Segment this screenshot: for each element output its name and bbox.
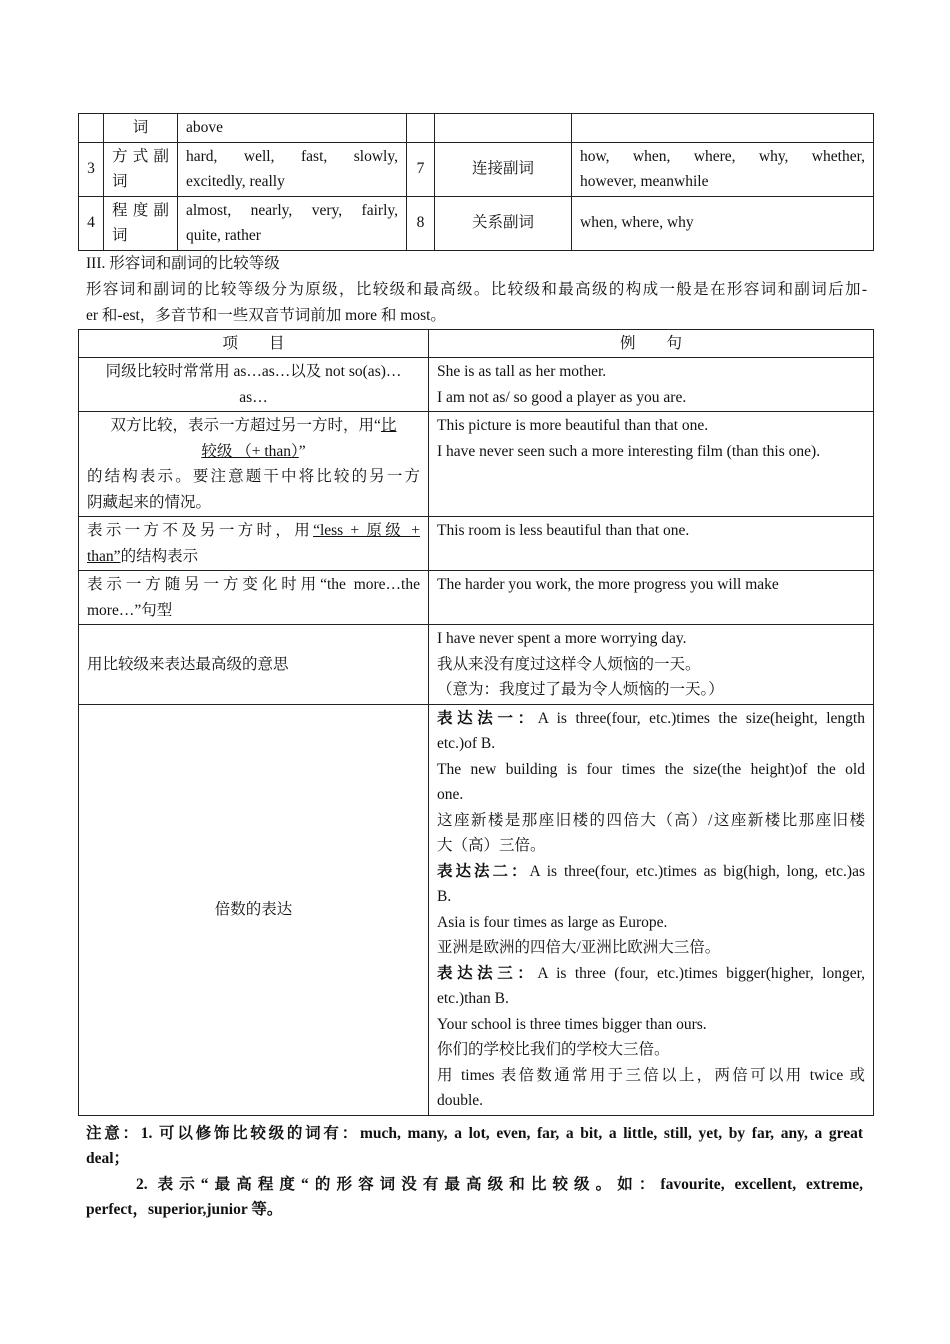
- example-line: I am not as/ so good a player as you are.: [437, 388, 687, 406]
- item-cell: [79, 412, 429, 517]
- note-line: perfect，superior,junior 等。: [86, 1201, 283, 1218]
- note-1: [86, 1121, 863, 1172]
- item-text: ”: [298, 442, 306, 460]
- adverb-examples-line: quite, rather: [186, 227, 261, 244]
- table-row: [79, 114, 874, 143]
- item-line: as…: [239, 388, 268, 406]
- item-line: [87, 544, 420, 570]
- adverb-examples: [178, 196, 407, 250]
- item-cell: [79, 571, 429, 625]
- adverb-type: [435, 114, 572, 143]
- table-row: [79, 517, 874, 571]
- table-row: [79, 142, 874, 196]
- table-row: [79, 358, 874, 412]
- adverb-type-line: 方式副: [112, 147, 169, 165]
- table-row: [79, 196, 874, 250]
- adverb-examples-line: hard, well, fast, slowly,: [186, 147, 398, 165]
- example-line: Asia is four times as large as Europe.: [437, 913, 668, 931]
- adverb-examples: above: [178, 114, 407, 143]
- example-cell: [429, 625, 874, 705]
- table-row: [79, 625, 874, 705]
- example-line: 我从来没有度过这样令人烦恼的一天。: [437, 655, 701, 673]
- header-example: 例 句: [429, 329, 874, 358]
- example-line: The new building is four times the size(the height)of the old: [437, 760, 865, 778]
- adverb-examples-line: excitedly, really: [186, 173, 285, 190]
- paragraph-line: er 和-est，多音节和一些双音节词前加 more 和 most。: [86, 306, 446, 324]
- item-underlined: 较级 （+ than）: [201, 442, 299, 460]
- adverb-type: 连接副词: [435, 142, 572, 196]
- example-text: A is three (four, etc.)times bigger(higher, longer,: [537, 964, 865, 982]
- item-cell: [79, 517, 429, 571]
- method-label: 表达法三：: [437, 964, 538, 982]
- note-line: 注意：1. 可以修饰比较级的词有：much, many, a lot, even, far, a bit, a little, still, yet, by far, any, a great: [86, 1124, 863, 1142]
- example-line: She is as tall as her mother.: [437, 363, 607, 380]
- section-paragraph: [86, 277, 867, 329]
- row-number: [407, 114, 435, 143]
- note-2: [86, 1172, 863, 1223]
- item-line: [87, 518, 420, 544]
- example-line: B.: [437, 888, 452, 905]
- example-line: etc.)than B.: [437, 990, 509, 1007]
- example-text: A is three(four, etc.)times as big(high, long, etc.)as: [529, 862, 865, 880]
- example-line: [437, 961, 865, 987]
- adverb-type: 词: [104, 114, 178, 143]
- example-line: 你们的学校比我们的学校大三倍。: [437, 1041, 670, 1058]
- example-line: [437, 706, 865, 732]
- adverb-examples: [572, 142, 874, 196]
- example-line: 这座新楼是那座旧楼的四倍大（高）/这座新楼比那座旧楼: [437, 811, 865, 829]
- item-line: [87, 439, 420, 465]
- example-line: double.: [437, 1092, 484, 1109]
- example-line: one.: [437, 786, 464, 803]
- comparison-table: [78, 329, 874, 1116]
- method-label: 表达法一：: [437, 709, 538, 727]
- adverb-table: [78, 113, 874, 251]
- note-line: deal；: [86, 1150, 130, 1167]
- example-line: Your school is three times bigger than ours.: [437, 1015, 707, 1033]
- example-line: 用 times 表倍数通常用于三倍以上，两倍可以用 twice 或: [437, 1066, 865, 1084]
- item-underlined: 比: [380, 417, 397, 434]
- example-line: I have never spent a more worrying day.: [437, 630, 687, 647]
- example-cell: [429, 571, 874, 625]
- adverb-examples: [178, 142, 407, 196]
- row-number: 8: [407, 196, 435, 250]
- example-line: This room is less beautiful than that one.: [437, 522, 690, 539]
- item-line: more…”句型: [87, 601, 173, 619]
- example-line: This picture is more beautiful than that one.: [437, 417, 709, 434]
- adverb-examples: when, where, why: [572, 196, 874, 250]
- item-text: 双方比较，表示一方超过另一方时，用“: [110, 417, 381, 434]
- item-line: 的结构表示。要注意题干中将比较的另一方: [87, 468, 420, 485]
- item-cell: 用比较级来表达最高级的意思: [79, 625, 429, 705]
- example-text: A is three(four, etc.)times the size(height, length: [537, 709, 865, 727]
- adverb-examples-line: almost, nearly, very, fairly,: [186, 201, 398, 219]
- method-label: 表达法二：: [437, 862, 530, 880]
- item-underlined: than”: [87, 547, 121, 565]
- adverb-type: 关系副词: [435, 196, 572, 250]
- example-cell: [429, 412, 874, 517]
- row-number: 4: [79, 196, 104, 250]
- adverb-type-line: 词: [112, 173, 128, 190]
- adverb-examples-line: how, when, where, why, whether,: [580, 147, 865, 165]
- adverb-examples-line: however, meanwhile: [580, 173, 709, 190]
- example-line: The harder you work, the more progress you will make: [437, 576, 779, 593]
- page-content: [78, 113, 873, 1223]
- section-title: III. 形容词和副词的比较等级: [86, 254, 280, 272]
- example-cell: [429, 704, 874, 1115]
- item-line: 同级比较时常常用 as…as…以及 not so(as)…: [105, 363, 402, 380]
- item-text: 的结构表示: [120, 547, 199, 565]
- table-row: [79, 412, 874, 517]
- header-item: 项 目: [79, 329, 429, 358]
- example-line: （意为：我度过了最为令人烦恼的一天。）: [437, 681, 724, 698]
- adverb-type-line: 程度副: [112, 201, 169, 219]
- adverb-type: [104, 142, 178, 196]
- item-text: 表示一方不及另一方时，用: [87, 522, 314, 539]
- item-cell: 倍数的表达: [79, 704, 429, 1115]
- row-number: [79, 114, 104, 143]
- example-line: [437, 859, 865, 885]
- example-line: 大（高）三倍。: [437, 837, 546, 854]
- item-line: 阴藏起来的情况。: [87, 493, 212, 511]
- item-line: 表示一方随另一方变化时用“the more…the: [87, 576, 420, 593]
- adverb-examples: [572, 114, 874, 143]
- row-number: 7: [407, 142, 435, 196]
- row-number: 3: [79, 142, 104, 196]
- item-cell: [79, 358, 429, 412]
- item-line: [87, 413, 420, 439]
- table-header-row: [79, 329, 874, 358]
- paragraph-line: 形容词和副词的比较等级分为原级，比较级和最高级。比较级和最高级的构成一般是在形容词和副词后加-: [86, 280, 867, 298]
- example-line: etc.)of B.: [437, 735, 496, 752]
- table-row: [79, 704, 874, 1115]
- item-underlined: “less + 原级 +: [313, 522, 420, 539]
- example-line: 亚洲是欧洲的四倍大/亚洲比欧洲大三倍。: [437, 939, 721, 956]
- example-cell: [429, 517, 874, 571]
- note-line: 2. 表示“最高程度“的形容词没有最高级和比较级。如：favourite, excellent, extreme,: [136, 1175, 863, 1193]
- example-line: I have never seen such a more interesting film (than this one).: [437, 442, 821, 460]
- adverb-type: [104, 196, 178, 250]
- adverb-type-line: 词: [112, 227, 128, 244]
- table-row: [79, 571, 874, 625]
- example-cell: [429, 358, 874, 412]
